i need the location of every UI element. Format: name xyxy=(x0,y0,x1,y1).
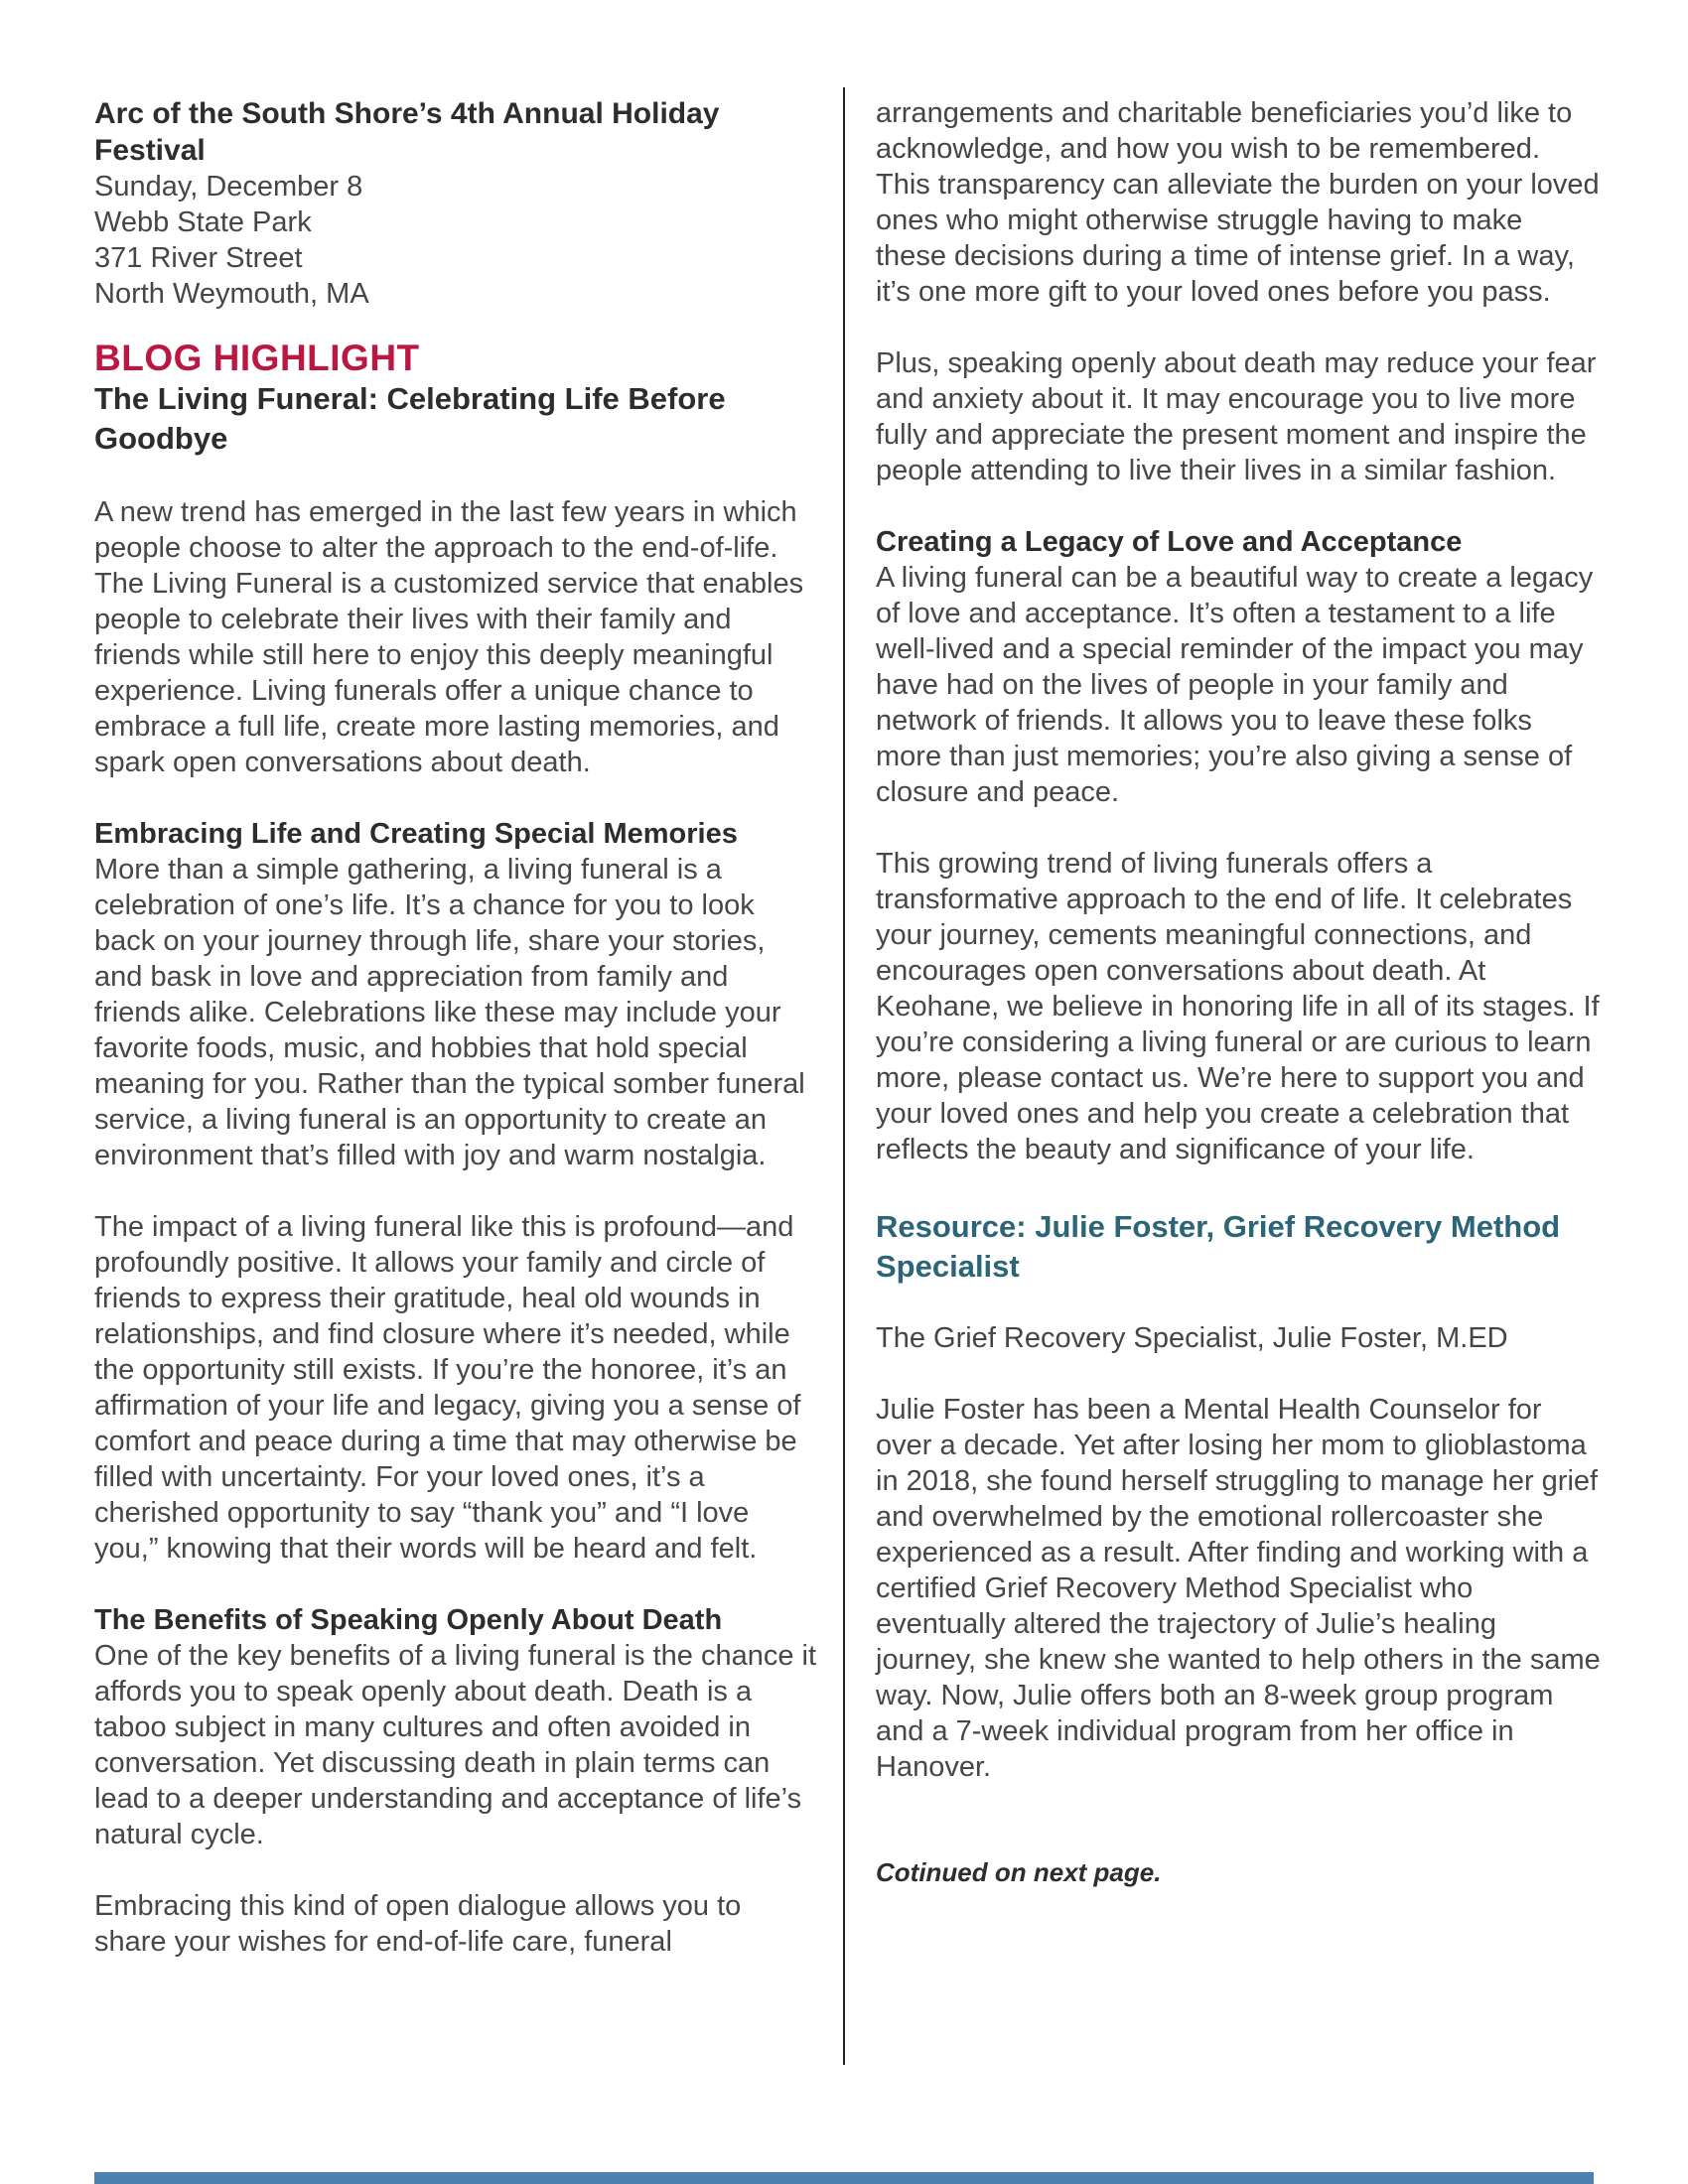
resource-paragraph: Julie Foster has been a Mental Health Counselor for over a decade. Yet after losing her mom to glioblastoma in 2018, she found herself struggling to manage her grief and overwhelmed by the emotional rollercoaster she experienced as a result. After finding and working with a certified Grief Recovery Method Specialist who eventually altered the trajectory of Julie’s healing journey, she knew she wanted to help others in the same way. Now, Julie offers both an 8-week group program and a 7-week individual program from her office in Hanover. xyxy=(876,1394,1601,1783)
blog-paragraph: arrangements and charitable beneficiaries you’d like to acknowledge, and how you wish to be remembered. This transparency can alleviate the burden on your loved ones who might otherwise struggle having to make these decisions during a time of intense grief. In a way, it’s one more gift to your loved ones before you pass. xyxy=(876,97,1600,308)
event-venue: Webb State Park xyxy=(94,206,312,238)
column-divider xyxy=(843,87,845,2065)
blog-paragraph: A new trend has emerged in the last few years in which people choose to alter the approach to the end-of-life. The Living Funeral is a customized service that enables people to celebrate their lives with their family and friends while still here to enjoy this deeply meaningful experience. Living funerals offer a unique chance to embrace a full life, create more lasting memories, and spark open conversations about death. xyxy=(94,496,804,778)
event-street: 371 River Street xyxy=(94,242,303,274)
footer-accent-bar xyxy=(94,2172,1594,2184)
blog-title: The Living Funeral: Celebrating Life Before Goodbye xyxy=(94,381,726,456)
event-title: Arc of the South Shore’s 4th Annual Holiday Festival xyxy=(94,97,720,167)
resource-byline: The Grief Recovery Specialist, Julie Foster, M.ED xyxy=(876,1322,1508,1354)
subhead-benefits-speaking: The Benefits of Speaking Openly About Death xyxy=(94,1604,723,1636)
event-city: North Weymouth, MA xyxy=(94,278,369,310)
blog-paragraph: Plus, speaking openly about death may reduce your fear and anxiety about it. It may encourage you to live more fully and appreciate the present moment and inspire the people attending to live their lives in a similar fashion. xyxy=(876,347,1597,486)
blog-paragraph: This growing trend of living funerals offers a transformative approach to the end of life. It celebrates your journey, cements meaningful connections, and encourages open conversations about death. At Keohane, we believe in honoring life in all of its stages. If you’re considering a living funeral or are curious to learn more, please contact us. We’re here to support you and your loved ones and help you create a celebration that reflects the beauty and significance of your life. xyxy=(876,848,1600,1165)
blog-paragraph: More than a simple gathering, a living funeral is a celebration of one’s life. It’s a chance for you to look back on your journey through life, share your stories, and bask in love and appreciation from family and friends alike. Celebrations like these may include your favorite foods, music, and hobbies that hold special meaning for you. Rather than the typical somber funeral service, a living funeral is an opportunity to create an environment that’s filled with joy and warm nostalgia. xyxy=(94,854,805,1171)
blog-highlight-kicker: BLOG HIGHLIGHT xyxy=(94,338,420,378)
subhead-embracing-life: Embracing Life and Creating Special Memories xyxy=(94,818,738,850)
continued-note: Cotinued on next page. xyxy=(876,1857,1162,1887)
right-column xyxy=(876,95,1601,1890)
event-date: Sunday, December 8 xyxy=(94,171,363,203)
blog-paragraph: The impact of a living funeral like this is profound—and profoundly positive. It allows your family and circle of friends to express their gratitude, heal old wounds in relationships, and find closure where it’s needed, while the opportunity still exists. If you’re the honoree, it’s an affirmation of your life and legacy, giving you a sense of comfort and peace during a time that may otherwise be filled with uncertainty. For your loved ones, it’s a cherished opportunity to say “thank you” and “I love you,” knowing that their words will be heard and felt. xyxy=(94,1211,801,1565)
blog-paragraph: One of the key benefits of a living funeral is the chance it affords you to speak openly about death. Death is a taboo subject in many cultures and often avoided in conversation. Yet discussing death in plain terms can lead to a deeper understanding and acceptance of life’s natural cycle. xyxy=(94,1640,817,1850)
blog-paragraph: Embracing this kind of open dialogue allows you to share your wishes for end-of-life care, funeral xyxy=(94,1890,742,1958)
resource-heading: Resource: Julie Foster, Grief Recovery Method Specialist xyxy=(876,1209,1561,1284)
blog-paragraph: A living funeral can be a beautiful way to create a legacy of love and acceptance. It’s often a testament to a life well-lived and a special reminder of the impact you may have had on the lives of people in your family and network of friends. It allows you to leave these folks more than just memories; you’re also giving a sense of closure and peace. xyxy=(876,562,1594,808)
subhead-creating-legacy: Creating a Legacy of Love and Acceptance xyxy=(876,526,1463,558)
left-column xyxy=(94,95,819,1960)
